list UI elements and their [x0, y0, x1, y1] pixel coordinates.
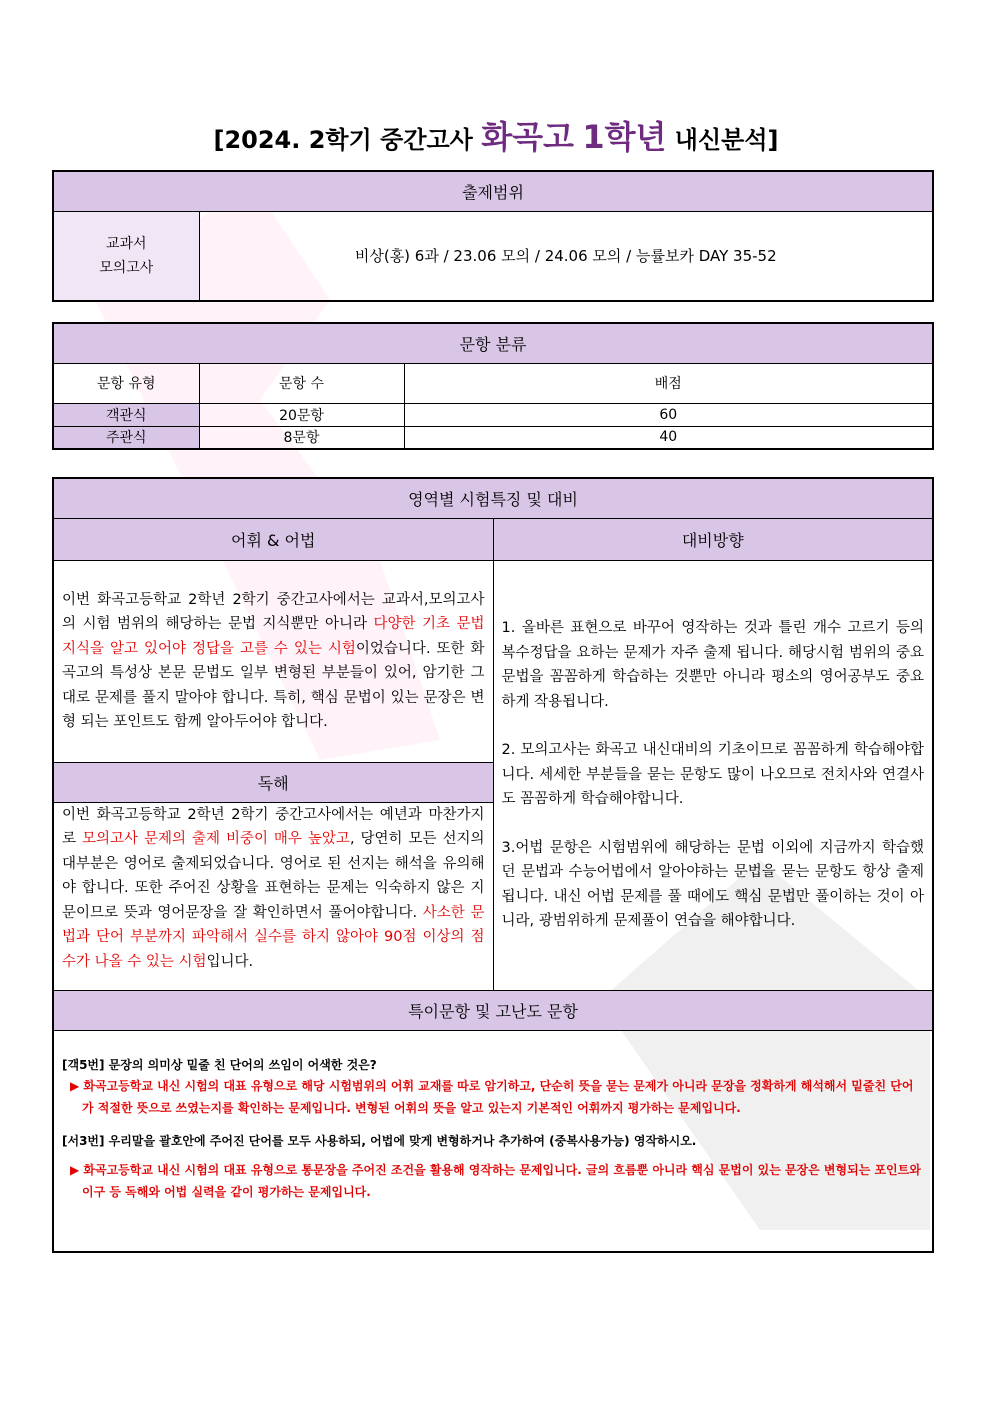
- reading-text-highlight-1: 모의고사 문제의 출제 비중이 매우 높았고: [81, 831, 350, 847]
- scope-label-mock: 모의고사: [99, 259, 154, 276]
- special-question-1: [객5번] 문장의 의미상 밑줄 친 단어의 쓰임이 어색한 것은?: [62, 1057, 377, 1072]
- scope-content: 비상(홍) 6과 / 23.06 모의 / 24.06 모의 / 능률보카 DAY 35-52: [199, 211, 933, 301]
- reading-text-highlight-2: 사소한 문법과 단어 부분까지 파악해서 실수를 하지 않아야 90점 이상의 점수가 나올 수 있는 시험: [62, 904, 485, 970]
- reading-text-end: 입니다.: [206, 953, 254, 970]
- row-score: 60: [404, 403, 933, 426]
- vocab-paragraph: [54, 588, 493, 735]
- reading-header: 독해: [53, 762, 493, 802]
- prep-header: 대비방향: [493, 518, 933, 560]
- special-answer-2: ▶ 화곡고등학교 내신 시험의 대표 유형으로 통문장을 주어진 조건을 활용해 영작하는 문제입니다. 글의 흐름뿐 아니라 핵심 문법이 있는 문장은 변형되는 포인트와 이구 등 독해와 어법 실력을 같이 평가하는 문제입니다.: [70, 1162, 921, 1199]
- title-grade: 1학년: [582, 118, 667, 156]
- special-cell: [53, 1030, 933, 1252]
- classification-table: [52, 322, 934, 450]
- vocab-text-end: 이었습니다. 또한 화곡고의 특성상 본문 문법도 일부 변형된 부분들이 있어, 암기한 그대로 문제를 풀지 말아야 합니다. 특히, 핵심 문법이 있는 문장은 변형 되는 포인트도 함께 알아두어야 합니다.: [62, 640, 485, 730]
- reading-text: 이번 화곡고등학교 2학년 2학기 중간고사에서는 예년과 마찬가지로: [62, 806, 485, 847]
- table-row: [53, 426, 933, 449]
- vocab-text: 이번 화곡고등학교 2학년 2학기 중간고사에서는 교과서,모의고사의 시험 범위의 해당하는 문법 지식뿐만 아니라: [62, 591, 485, 632]
- reading-text-mid: , 당연히 모든 선지의 대부분은 영어로 출제되었습니다. 영어로 된 선지는 해석을 유의해야 합니다. 또한 주어진 상황을 표현하는 문제는 익숙하지 않은 지문이므로 뜻과 영어문장을 잘 확인하면서 풀어야합니다.: [62, 831, 485, 921]
- scope-table: [52, 170, 934, 302]
- scope-label: [53, 211, 199, 301]
- row-score: 40: [404, 426, 933, 449]
- row-type: 객관식: [53, 403, 199, 426]
- row-count: 20문항: [199, 403, 404, 426]
- row-count: 8문항: [199, 426, 404, 449]
- vocab-text-highlight: 다양한 기초 문법 지식을 알고 있어야 정답을 고를 수 있는 시험: [62, 616, 485, 657]
- special-answer-1: ▶ 화곡고등학교 내신 시험의 대표 유형으로 해당 시험범위의 어휘 교재를 따로 암기하고, 단순히 뜻을 묻는 문제가 아니라 문장을 정확하게 해석해서 밑줄친 단어가 적절한 뜻으로 쓰였는지를 확인하는 문제입니다. 변형된 어휘의 뜻을 알고 있는지 기본적인 어휘까지 평가하는 문제입니다.: [70, 1078, 914, 1115]
- title-prefix: [2024. 2학기 중간고사: [213, 126, 473, 154]
- prep-cell: [493, 560, 933, 990]
- row-type: 주관식: [53, 426, 199, 449]
- title-school: 화곡고: [481, 118, 574, 156]
- scope-label-textbook: 교과서: [105, 235, 147, 252]
- prep-point-2: 2. 모의고사는 화곡고 내신대비의 기초이므로 꼼꼼하게 학습해야합니다. 세세한 부분들을 묻는 문항도 많이 나오므로 전치사와 연결사도 꼼꼼하게 학습해야합니다.: [501, 742, 924, 808]
- vocab-cell: [53, 560, 493, 762]
- prep-point-1: 1. 올바른 표현으로 바꾸어 영작하는 것과 틀린 개수 고르기 등의 복수정답을 요하는 문제가 자주 출제 됩니다. 해당시험 범위의 중요문법을 꼼꼼하게 학습하는 것뿐만 아니라 평소의 영어공부도 중요하게 작용됩니다.: [501, 620, 924, 710]
- table-row: [53, 403, 933, 426]
- scope-header: 출제범위: [53, 171, 933, 211]
- features-table: [52, 477, 934, 1253]
- col-header-type: 문항 유형: [53, 363, 199, 403]
- reading-cell: [53, 802, 493, 990]
- prep-point-3: 3.어법 문항은 시험범위에 해당하는 문법 이외에 지금까지 학습했던 문법과 수능어법에서 알아야하는 문법을 묻는 문항도 항상 출제됩니다. 내신 어법 문제를 풀 때에도 핵심 문법만 풀이하는 것이 아니라, 광범위하게 문제풀이 연습을 해야합니다.: [501, 839, 924, 930]
- classification-header: 문항 분류: [53, 323, 933, 363]
- special-question-2: [서3번] 우리말을 괄호안에 주어진 단어를 모두 사용하되, 어법에 맞게 변형하거나 추가하여 (중복사용가능) 영작하시오.: [62, 1133, 697, 1148]
- page-title: [0, 112, 992, 158]
- special-header: 특이문항 및 고난도 문항: [53, 990, 933, 1030]
- vocab-header: 어휘 & 어법: [53, 518, 493, 560]
- col-header-count: 문항 수: [199, 363, 404, 403]
- reading-paragraph: [54, 803, 493, 975]
- col-header-score: 배점: [404, 363, 933, 403]
- features-header: 영역별 시험특징 및 대비: [53, 478, 933, 518]
- title-suffix: 내신분석]: [674, 126, 779, 154]
